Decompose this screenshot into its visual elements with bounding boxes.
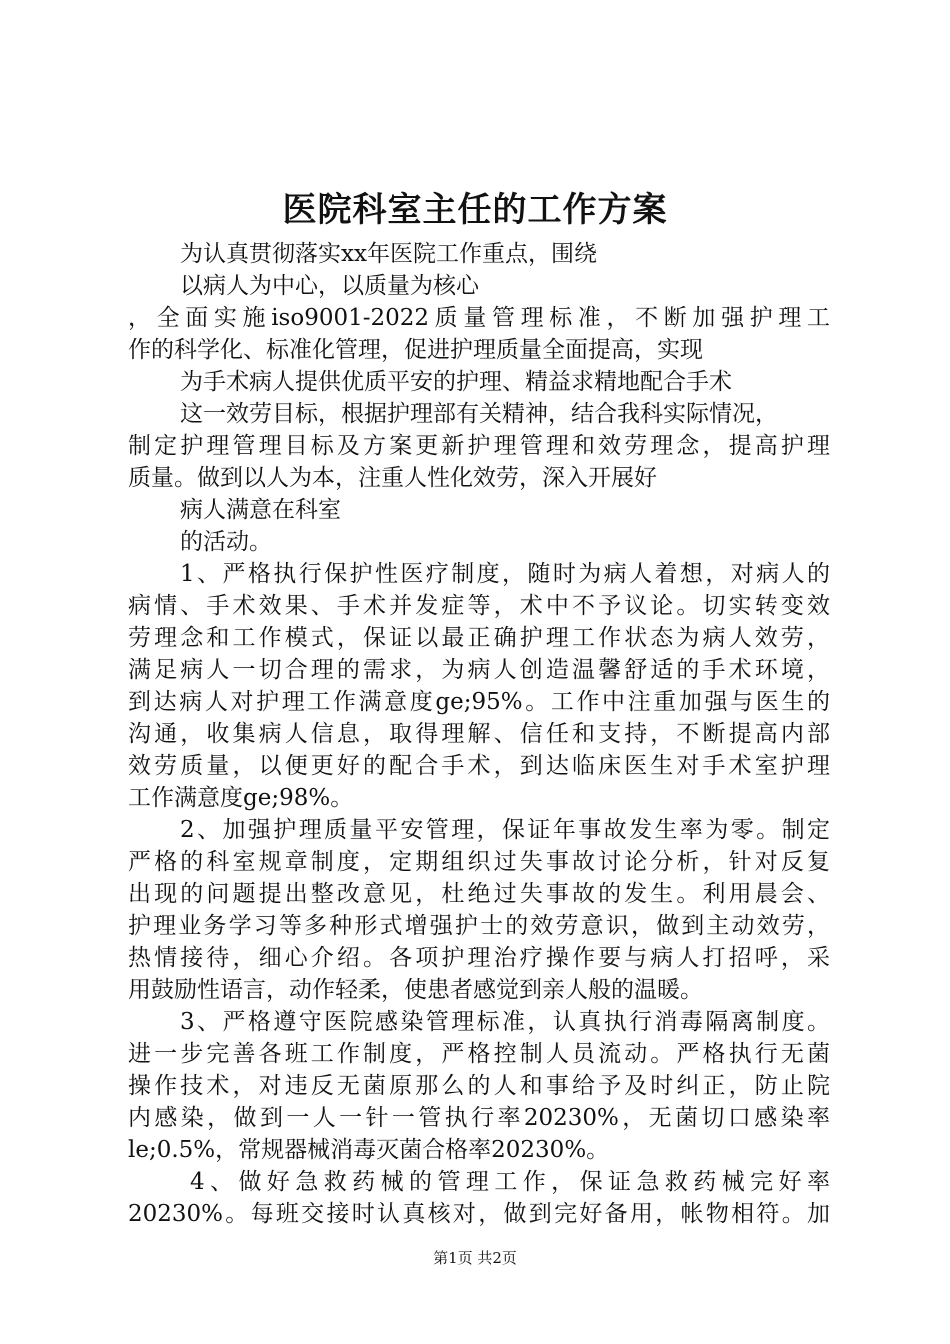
text-line: 这一效劳目标，根据护理部有关精神，结合我科实际情况， [180,401,778,427]
text-line: 到达病人对护理工作满意度ge;95%。工作中注重加强与医生的 [128,689,830,715]
text-line: 严格的科室规章制度，定期组织过失事故讨论分析，针对反复 [128,849,830,875]
text-line: 20230%。每班交接时认真核对，做到完好备用，帐物相符。加 [128,1201,830,1227]
text-line: 操作技术，对违反无菌原那么的人和事给予及时纠正，防止院 [128,1073,830,1099]
text-line: 4、做好急救药械的管理工作，保证急救药械完好率 [190,1169,830,1195]
text-line: 为认真贯彻落实xx年医院工作重点，围绕 [180,241,597,267]
text-line: 的活动。 [180,529,272,555]
text-line: 3、严格遵守医院感染管理标准，认真执行消毒隔离制度。 [180,1009,830,1035]
document-title: 医院科室主任的工作方案 [282,190,668,230]
text-line: 热情接待，细心介绍。各项护理治疗操作要与病人打招呼，采 [128,945,830,971]
text-line: 满足病人一切合理的需求，为病人创造温馨舒适的手术环境， [128,657,830,683]
text-line: 病人满意在科室 [180,497,341,523]
text-line: 效劳质量，以便更好的配合手术，到达临床医生对手术室护理 [128,753,830,779]
text-line: 劳理念和工作模式，保证以最正确护理工作状态为病人效劳， [128,625,830,651]
text-line: 护理业务学习等多种形式增强护士的效劳意识，做到主动效劳， [128,913,830,939]
text-line: 用鼓励性语言，动作轻柔，使患者感觉到亲人般的温暖。 [128,977,703,1003]
text-line: 1、严格执行保护性医疗制度，随时为病人着想，对病人的 [180,561,830,587]
text-line: 进一步完善各班工作制度，严格控制人员流动。严格执行无菌 [128,1041,830,1067]
text-line: 制定护理管理目标及方案更新护理管理和效劳理念，提高护理 [128,433,830,459]
text-line: 沟通，收集病人信息，取得理解、信任和支持，不断提高内部 [128,721,830,747]
text-line: 作的科学化、标准化管理，促进护理质量全面提高，实现 [128,337,703,363]
text-line: 工作满意度ge;98%。 [128,785,354,811]
text-line: ，全面实施iso9001-2022质量管理标准，不断加强护理工 [128,305,830,331]
text-line: 以病人为中心，以质量为核心 [180,273,479,299]
text-line: 为手术病人提供优质平安的护理、精益求精地配合手术 [180,369,732,395]
text-line: 病情、手术效果、手术并发症等，术中不予议论。切实转变效 [128,593,830,619]
page-footer: 第1页 共2页 [433,1249,517,1267]
text-line: 质量。做到以人为本，注重人性化效劳，深入开展好 [128,465,657,491]
text-line: 2、加强护理质量平安管理，保证年事故发生率为零。制定 [180,817,830,843]
text-line: le;0.5%，常规器械消毒灭菌合格率20230%。 [128,1137,610,1163]
text-line: 出现的问题提出整改意见，杜绝过失事故的发生。利用晨会、 [128,881,830,907]
text-line: 内感染，做到一人一针一管执行率20230%，无菌切口感染率 [128,1105,830,1131]
